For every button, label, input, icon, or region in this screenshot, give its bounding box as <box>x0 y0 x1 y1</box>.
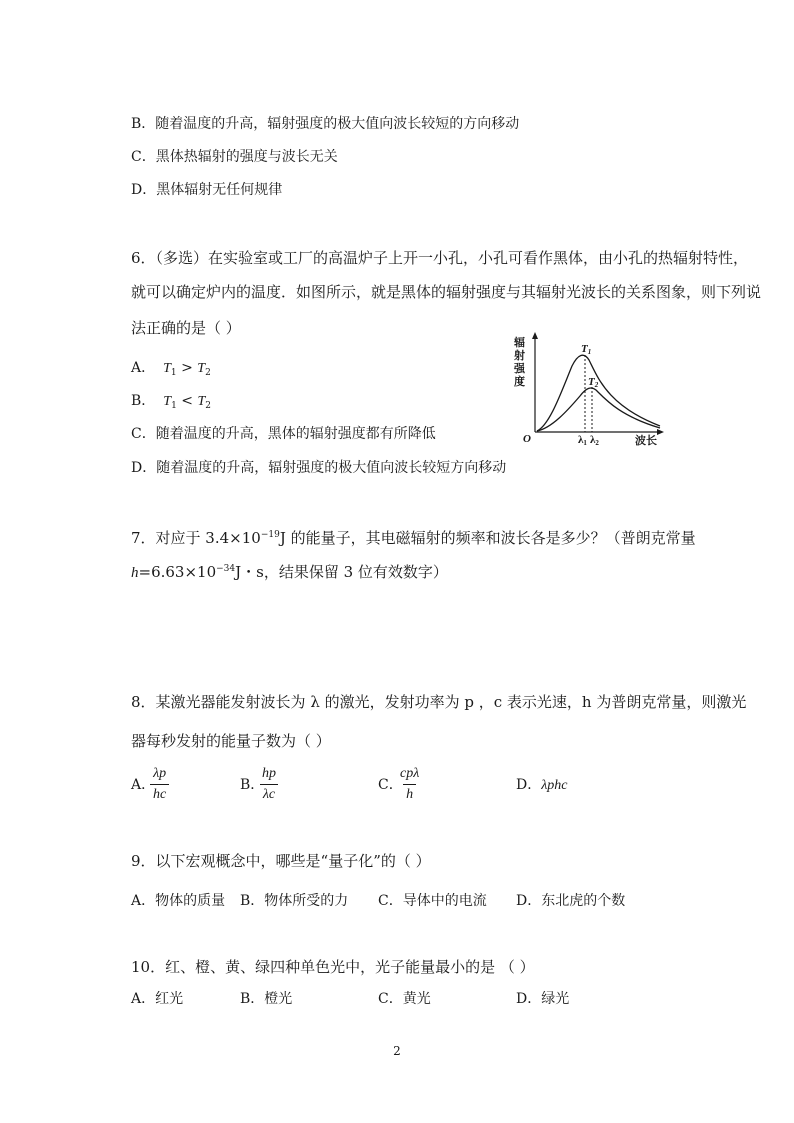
q9-option-c: C．导体中的电流 <box>378 893 487 909</box>
q6-option-d: D．随着温度的升高，辐射强度的极大值向波长较短方向移动 <box>131 460 507 476</box>
q10-option-a: A．红光 <box>131 991 184 1007</box>
q8-option-a-fraction: $\frac{\lambda p}{hc}$ <box>150 766 169 803</box>
q10-option-c: C．黄光 <box>378 991 431 1007</box>
q7-stem-line1: 7．对应于 $3.4\times 10^{-19}J$ 的能量子，其电磁辐射的频率和波长各是多少？（普朗克常量 <box>131 529 696 547</box>
q8-option-b-label: B． <box>240 777 265 793</box>
q6-option-a: A． $T_1 > T_2$ <box>131 360 211 378</box>
q8-option-b-fraction: $\frac{hp}{\lambda c}$ <box>259 766 279 803</box>
q8-stem-line2: 器每秒发射的能量子数为（ ） <box>131 732 331 750</box>
graph-y-label-3: 强 <box>514 362 525 375</box>
q8-option-a-label: A． <box>131 777 156 793</box>
q8-option-c-fraction: cpλ h <box>400 766 420 802</box>
q6-stem-line1: 6．（多选）在实验室或工厂的高温炉子上开一小孔，小孔可看作黑体，由小孔的热辐射特性， <box>131 249 749 267</box>
graph-label-t2: T2 <box>588 376 599 389</box>
q8-option-d: D．λphc <box>516 777 568 793</box>
q9-option-d: D．东北虎的个数 <box>516 893 626 909</box>
q6-option-b: B． $T_1 < T_2$ <box>131 393 211 411</box>
q9-option-a: A．物体的质量 <box>131 893 226 909</box>
q6-option-c: C．随着温度的升高，黑体的辐射强度都有所降低 <box>131 426 436 442</box>
graph-curve-t2 <box>537 388 660 431</box>
q5-option-d: D．黑体辐射无任何规律 <box>131 182 283 198</box>
q9-stem: 9．以下宏观概念中，哪些是“量子化”的（ ） <box>131 852 431 870</box>
graph-y-label-4: 度 <box>514 375 525 388</box>
q9-option-b: B．物体所受的力 <box>240 893 349 909</box>
q5-option-b: B．随着温度的升高，辐射强度的极大值向波长较短的方向移动 <box>131 116 520 132</box>
q10-option-b: B．橙光 <box>240 991 293 1007</box>
graph-y-arrow <box>532 332 538 339</box>
graph-label-t1: T1 <box>581 343 592 356</box>
graph-y-label-1: 辐 <box>514 336 525 349</box>
graph-lambda2: λ2 <box>590 434 599 447</box>
graph-y-label-2: 射 <box>514 349 525 362</box>
graph-x-label: 波长 <box>635 434 657 447</box>
q5-option-c: C．黑体热辐射的强度与波长无关 <box>131 149 338 165</box>
q10-stem: 10．红、橙、黄、绿四种单色光中，光子能量最小的是 （ ） <box>131 958 535 976</box>
q10-option-d: D．绿光 <box>516 991 570 1007</box>
q8-option-c-label: C． <box>378 777 403 793</box>
blackbody-radiation-graph <box>510 330 670 450</box>
graph-origin: O <box>523 433 531 445</box>
q6-stem-line3: 法正确的是（ ） <box>131 319 241 337</box>
q8-stem-line1: 8．某激光器能发射波长为 λ 的激光，发射功率为 p ，c 表示光速，h 为普朗克常量，则激光 <box>131 693 747 711</box>
graph-x-arrow <box>657 429 664 435</box>
page-number: 2 <box>393 1044 401 1058</box>
graph-lambda1: λ1 <box>578 434 587 447</box>
q6-stem-line2: 就可以确定炉内的温度．如图所示，就是黑体的辐射强度与其辐射光波长的关系图象，则下列说 <box>131 283 762 301</box>
q7-stem-line2: $h=6.63\times 10^{-34}J$・s，结果保留 3 位有效数字） <box>131 563 448 581</box>
